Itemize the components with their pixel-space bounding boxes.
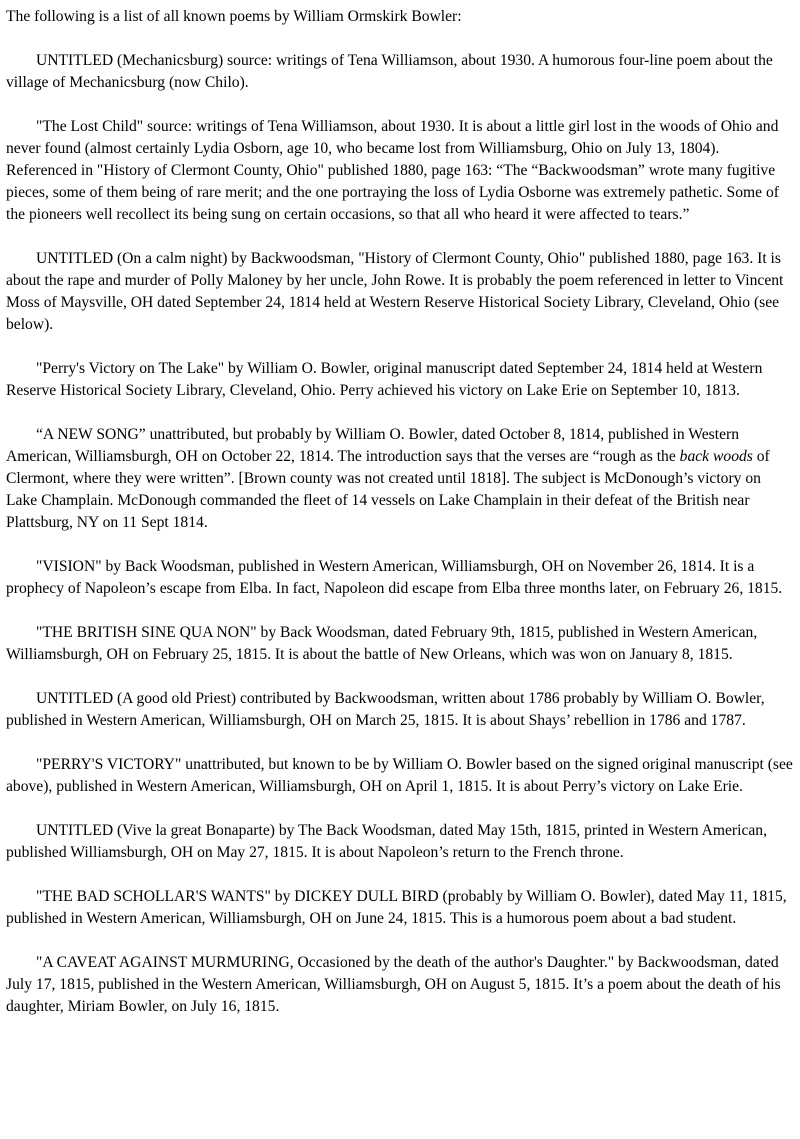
poem-entry-perrys-victory-on-the-lake: "Perry's Victory on The Lake" by William O. Bowler, original manuscript dated September 24, 1814 held at Western Reserve Historical Society Library, Cleveland, Ohio. Perry achieved his victory on Lake Erie on September 10, 1813. <box>6 360 763 399</box>
poem-entry-caveat-against-murmuring: "A CAVEAT AGAINST MURMURING, Occasioned by the death of the author's Daughter." by Backwoodsman, dated July 17, 1815, published in the Western American, Williamsburgh, OH on August 5, 1815. It’s a poem about the death of his daughter, Miriam Bowler, on July 16, 1815. <box>6 954 781 1015</box>
entry-text-before: “A NEW SONG” unattributed, but probably by William O. Bowler, dated October 8, 1814, published in Western American, Williamsburgh, OH on October 22, 1814. The introduction says that the verses are “rough as the <box>6 426 739 465</box>
poem-entry-bad-schollars-wants: "THE BAD SCHOLLAR'S WANTS" by DICKEY DULL BIRD (probably by William O. Bowler), dated May 11, 1815, published in Western American, Williamsburgh, OH on June 24, 1815. This is a humorous poem about a bad student. <box>6 888 787 927</box>
poem-entry-a-new-song <box>6 424 794 534</box>
entry-text-italic: back woods <box>679 448 753 465</box>
poem-entry-vive-la-great-bonaparte: UNTITLED (Vive la great Bonaparte) by The Back Woodsman, dated May 15th, 1815, printed in Western American, published Williamsburgh, OH on May 27, 1815. It is about Napoleon’s return to the French throne. <box>6 822 767 861</box>
poem-entry-calm-night: UNTITLED (On a calm night) by Backwoodsman, "History of Clermont County, Ohio" published 1880, page 163. It is about the rape and murder of Polly Maloney by her uncle, John Rowe. It is probably the poem referenced in letter to Vincent Moss of Maysville, OH dated September 24, 1814 held at Western Reserve Historical Society Library, Cleveland, Ohio (see below). <box>6 250 784 333</box>
poem-entry-mechanicsburg: UNTITLED (Mechanicsburg) source: writings of Tena Williamson, about 1930. A humorous four-line poem about the village of Mechanicsburg (now Chilo). <box>6 52 773 91</box>
document-intro: The following is a list of all known poems by William Ormskirk Bowler: <box>6 8 462 25</box>
poem-entry-good-old-priest: UNTITLED (A good old Priest) contributed by Backwoodsman, written about 1786 probably by William O. Bowler, published in Western American, Williamsburgh, OH on March 25, 1815. It is about Shays’ rebellion in 1786 and 1787. <box>6 690 765 729</box>
poem-entry-perrys-victory: "PERRY'S VICTORY" unattributed, but known to be by William O. Bowler based on the signed original manuscript (see above), published in Western American, Williamsburgh, OH on April 1, 1815. It is about Perry’s victory on Lake Erie. <box>6 756 793 795</box>
poem-entry-lost-child: "The Lost Child" source: writings of Tena Williamson, about 1930. It is about a little girl lost in the woods of Ohio and never found (almost certainly Lydia Osborn, age 10, who became lost from Williamsburg, Ohio on July 13, 1804). Referenced in "History of Clermont County, Ohio" published 1880, page 163: “The “Backwoodsman” wrote many fugitive pieces, some of them being of rare merit; and the one portraying the loss of Lydia Osborne was extremely pathetic. Some of the pioneers well recollect its being sung on certain occasions, so that all who heard it were affected to tears.” <box>6 118 779 223</box>
document-page <box>6 6 794 1018</box>
poem-entry-british-sine-qua-non: "THE BRITISH SINE QUA NON" by Back Woodsman, dated February 9th, 1815, published in Western American, Williamsburgh, OH on February 25, 1815. It is about the battle of New Orleans, which was won on January 8, 1815. <box>6 624 758 663</box>
poem-entry-vision: "VISION" by Back Woodsman, published in Western American, Williamsburgh, OH on November 26, 1814. It is a prophecy of Napoleon’s escape from Elba. In fact, Napoleon did escape from Elba three months later, on February 26, 1815. <box>6 558 783 597</box>
entry-text-after: of Clermont, where they were written”. [Brown county was not created until 1818]. The subject is McDonough’s victory on Lake Champlain. McDonough commanded the fleet of 14 vessels on Lake Champlain in their defeat of the British near Plattsburg, NY on 11 Sept 1814. <box>6 448 770 531</box>
